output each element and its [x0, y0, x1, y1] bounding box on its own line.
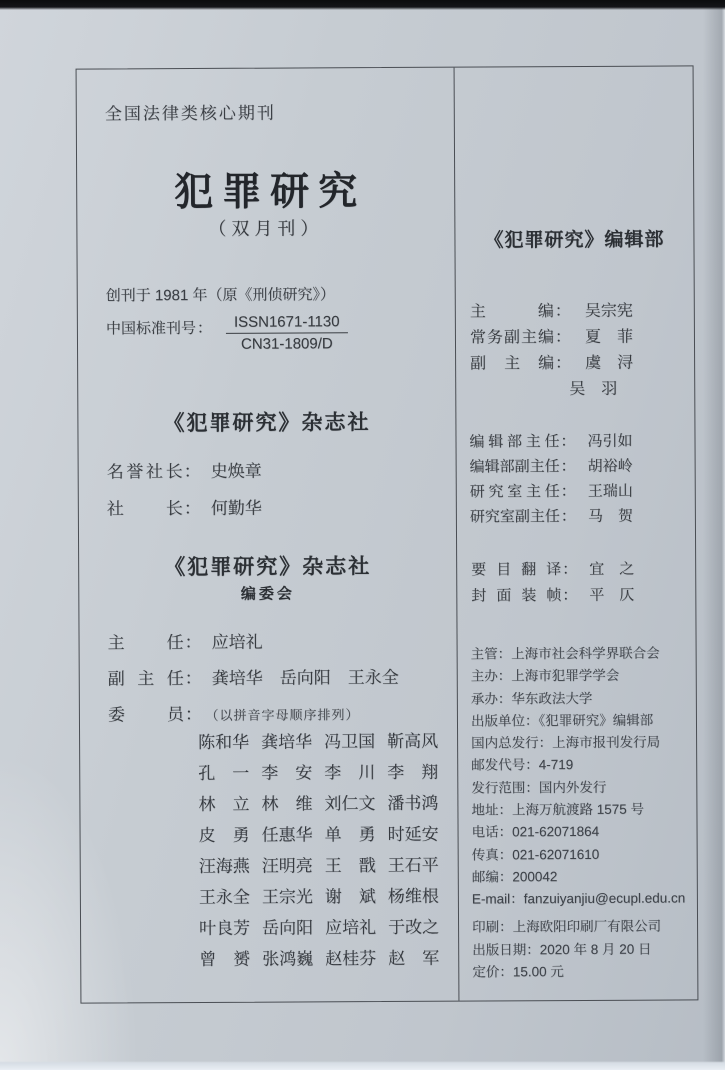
- member-name: 曾 赟: [199, 949, 251, 969]
- row-value: 平 仄: [589, 586, 635, 604]
- members-order-note: （以拼音字母顺序排列）: [211, 707, 360, 723]
- row-label: 副主编: [470, 355, 555, 373]
- row-label: 主编: [469, 303, 554, 321]
- member-name: 汪海燕: [198, 856, 250, 876]
- member-name: 任惠华: [261, 825, 313, 845]
- member-name: 李 安: [261, 763, 313, 783]
- publication-row: [471, 687, 684, 710]
- row-value: 上海万航渡路 1575 号: [511, 801, 645, 818]
- publication-row: [471, 642, 684, 665]
- member-name: 谢 斌: [324, 887, 376, 907]
- staff-rows: [470, 299, 634, 404]
- member-name: 杨维根: [387, 886, 439, 907]
- member-name: 李 翔: [387, 762, 439, 783]
- row-colon: ：: [499, 919, 513, 935]
- row-colon: ：: [562, 561, 578, 579]
- cn-number: CN31-1809/D: [240, 335, 333, 353]
- row-label: 国内总发行: [471, 735, 539, 751]
- member-name: 冯卫国: [324, 732, 376, 752]
- row-label: 要目翻译: [471, 561, 562, 579]
- row-colon: ：: [525, 757, 539, 773]
- member-name: 时延安: [387, 824, 439, 845]
- printing-row: [472, 938, 661, 961]
- dept-row: [470, 504, 633, 530]
- row-colon: ：: [184, 704, 202, 725]
- row-label: 出版日期: [472, 941, 527, 958]
- row-value: fanzuiyanjiu@ecupl.edu.cn: [523, 890, 686, 907]
- row-label: 电话: [471, 824, 499, 840]
- right-column: [455, 66, 698, 1000]
- editorial-dept-title: 《犯罪研究》编辑部: [484, 229, 665, 252]
- members-grid: [198, 726, 441, 975]
- member-name: 林 维: [261, 794, 313, 814]
- row-label: 定价: [472, 964, 500, 980]
- row-value: 虞 浔: [585, 354, 634, 372]
- row-label: 邮编: [471, 869, 499, 885]
- row-value: 何勤华: [210, 498, 262, 518]
- row-label: 出版单位: [470, 713, 526, 729]
- row-colon: ：: [525, 779, 539, 796]
- row-colon: ：: [560, 433, 576, 451]
- row-value: 上海市社会科学界联合会: [511, 645, 660, 662]
- row-value: 上海市报刊发行局: [552, 734, 661, 751]
- member-name: 赵桂芬: [325, 949, 377, 969]
- row-colon: ：: [498, 824, 513, 840]
- row-colon: ：: [555, 355, 572, 373]
- paper-right-edge: [703, 0, 725, 1070]
- design-rows: [471, 557, 634, 610]
- row-colon: ：: [183, 498, 201, 519]
- member-name: 岳向阳: [262, 918, 314, 938]
- row-colon: ：: [562, 587, 578, 605]
- row-colon: ：: [498, 847, 513, 863]
- row-label: 主管: [470, 646, 498, 662]
- row-value: 021-62071610: [512, 846, 600, 863]
- staff-row: [470, 377, 633, 404]
- member-name: 汪明亮: [261, 856, 313, 876]
- issn-number: ISSN1671-1130: [226, 313, 348, 334]
- row-value: 龚培华 岳向阳 王永全: [211, 667, 399, 688]
- left-column: [77, 68, 459, 1003]
- staff-row: [470, 325, 633, 352]
- society-row: [107, 453, 262, 491]
- row-value: 马 贺: [587, 507, 633, 525]
- row-label: 编辑部副主任: [469, 458, 560, 476]
- journal-subtitle: （双月刊）: [208, 218, 324, 239]
- row-label: 封面装帧: [471, 587, 562, 605]
- issn-label: 中国标准刊号: [105, 319, 196, 338]
- row-value: 《犯罪研究》编辑部: [538, 712, 654, 729]
- scan-top-shadow: [0, 0, 725, 10]
- member-name: 龚培华: [261, 732, 313, 752]
- member-name: 王宗光: [261, 887, 313, 907]
- member-name: 王 戬: [324, 856, 376, 876]
- row-value: 200042: [512, 869, 558, 885]
- row-label: 印刷: [472, 919, 500, 935]
- row-colon: ：: [560, 508, 576, 526]
- printing-row: [472, 916, 661, 939]
- row-value: 史焕章: [210, 461, 262, 481]
- row-colon: ：: [497, 668, 512, 684]
- committee-row: [107, 624, 398, 662]
- row-colon: ：: [499, 964, 513, 980]
- row-label: 社长: [106, 499, 183, 519]
- row-label: 研究室副主任: [469, 508, 560, 526]
- row-colon: ：: [510, 891, 524, 907]
- row-label: 地址: [471, 802, 499, 818]
- row-value: 宜 之: [589, 560, 635, 578]
- page-frame: [76, 65, 699, 1003]
- row-colon: ：: [184, 668, 202, 689]
- scan-bottom-edge: [0, 1061, 725, 1070]
- dept-row: [470, 479, 633, 505]
- row-label: 副主任: [107, 669, 184, 689]
- row-label: 委员: [107, 705, 184, 725]
- member-name: 单 勇: [324, 825, 376, 845]
- issn-line: [105, 313, 348, 353]
- row-label: 名誉社长: [106, 462, 183, 482]
- row-colon: ：: [497, 690, 512, 707]
- member-name: 王永全: [198, 887, 250, 907]
- row-value: 021-62071864: [512, 824, 600, 840]
- staff-row: [470, 299, 633, 326]
- member-name: 孔 一: [198, 763, 250, 783]
- issn-colon: ：: [196, 319, 212, 337]
- row-value: 冯引如: [587, 432, 633, 450]
- row-colon: ：: [184, 632, 202, 653]
- row-colon: ：: [538, 735, 553, 751]
- staff-row: [470, 351, 633, 378]
- founded-line: 创刊于 1981 年（原《刑侦研究》）: [105, 286, 336, 305]
- row-label: 发行范围: [471, 780, 526, 796]
- printing-row: [472, 961, 661, 984]
- row-label: 主办: [470, 668, 498, 684]
- publication-row: [471, 709, 684, 732]
- row-colon: ：: [183, 461, 201, 482]
- publication-row: [471, 732, 684, 755]
- member-name: 刘仁文: [324, 794, 376, 814]
- row-colon: ：: [554, 303, 571, 321]
- row-label: 研究室主任: [469, 483, 560, 501]
- member-name: 叶良芳: [199, 918, 251, 938]
- member-name: 应培礼: [325, 918, 377, 938]
- row-colon: ：: [560, 458, 576, 476]
- row-label: 传真: [471, 847, 499, 863]
- row-value: 15.00 元: [512, 964, 564, 980]
- row-label: 邮发代号: [471, 757, 526, 774]
- row-value: 4-719: [538, 757, 574, 773]
- row-value: 国内外发行: [538, 779, 607, 795]
- journal-title: 犯罪研究: [174, 168, 367, 216]
- row-label: E-mail: [471, 891, 511, 907]
- row-value: 应培礼: [211, 632, 263, 652]
- row-value: 2020 年 8 月 20 日: [539, 941, 652, 957]
- member-name: 潘书鸿: [387, 793, 439, 814]
- committee-rows: [107, 624, 399, 735]
- row-value: 上海欧阳印刷厂有限公司: [512, 918, 662, 935]
- member-name: 赵 军: [388, 948, 440, 968]
- row-colon: ：: [524, 713, 539, 729]
- committee-title: 《犯罪研究》杂志社: [164, 555, 372, 580]
- society-row: [107, 490, 262, 528]
- design-row: [471, 583, 634, 610]
- row-value: 吴 羽: [569, 380, 618, 399]
- member-name: 陈和华: [198, 732, 250, 752]
- row-colon: ：: [526, 941, 540, 957]
- publication-row: [472, 843, 685, 866]
- dept-rows: [469, 429, 633, 530]
- publication-row: [472, 888, 685, 911]
- row-colon: ：: [498, 869, 513, 885]
- row-colon: ：: [497, 646, 512, 662]
- publication-row: [471, 754, 684, 777]
- member-name: 张鸿巍: [262, 949, 314, 969]
- row-colon: ：: [554, 329, 572, 347]
- member-name: 于改之: [388, 917, 440, 937]
- society-title: 《犯罪研究》杂志社: [163, 411, 371, 436]
- design-row: [471, 557, 634, 584]
- row-value: 华东政法大学: [511, 690, 593, 706]
- member-name: 皮 勇: [198, 825, 250, 845]
- row-colon: ：: [498, 802, 512, 818]
- publication-row: [472, 865, 685, 888]
- row-value: 胡裕岭: [587, 457, 633, 475]
- row-value: 吴宗宪: [584, 302, 633, 320]
- row-value: 上海市犯罪学学会: [511, 668, 620, 684]
- row-label: 常务副主编: [469, 329, 555, 347]
- society-rows: [107, 453, 262, 528]
- publication-rows: [471, 642, 686, 911]
- publication-row: [471, 799, 684, 822]
- issn-cn-stack: [226, 313, 348, 353]
- row-colon: ：: [560, 483, 576, 501]
- row-value: 夏 菲: [584, 328, 634, 346]
- publication-row: [471, 665, 684, 688]
- member-name: 李 川: [324, 763, 376, 783]
- member-name: 靳高风: [387, 731, 439, 752]
- committee-row: [108, 660, 399, 698]
- core-journal-label: 全国法律类核心期刊: [104, 103, 276, 124]
- row-label: 主任: [107, 633, 184, 653]
- dept-row: [469, 429, 632, 455]
- row-label: 承办: [470, 691, 498, 707]
- committee-subtitle: 编委会: [240, 585, 295, 603]
- member-name: 林 立: [198, 794, 250, 814]
- row-value: 王瑞山: [587, 482, 633, 500]
- publication-row: [472, 821, 685, 844]
- publication-row: [471, 776, 684, 799]
- row-label: 编辑部主任: [469, 433, 560, 451]
- dept-row: [470, 454, 633, 480]
- printing-rows: [472, 916, 661, 984]
- member-name: 王石平: [387, 855, 439, 876]
